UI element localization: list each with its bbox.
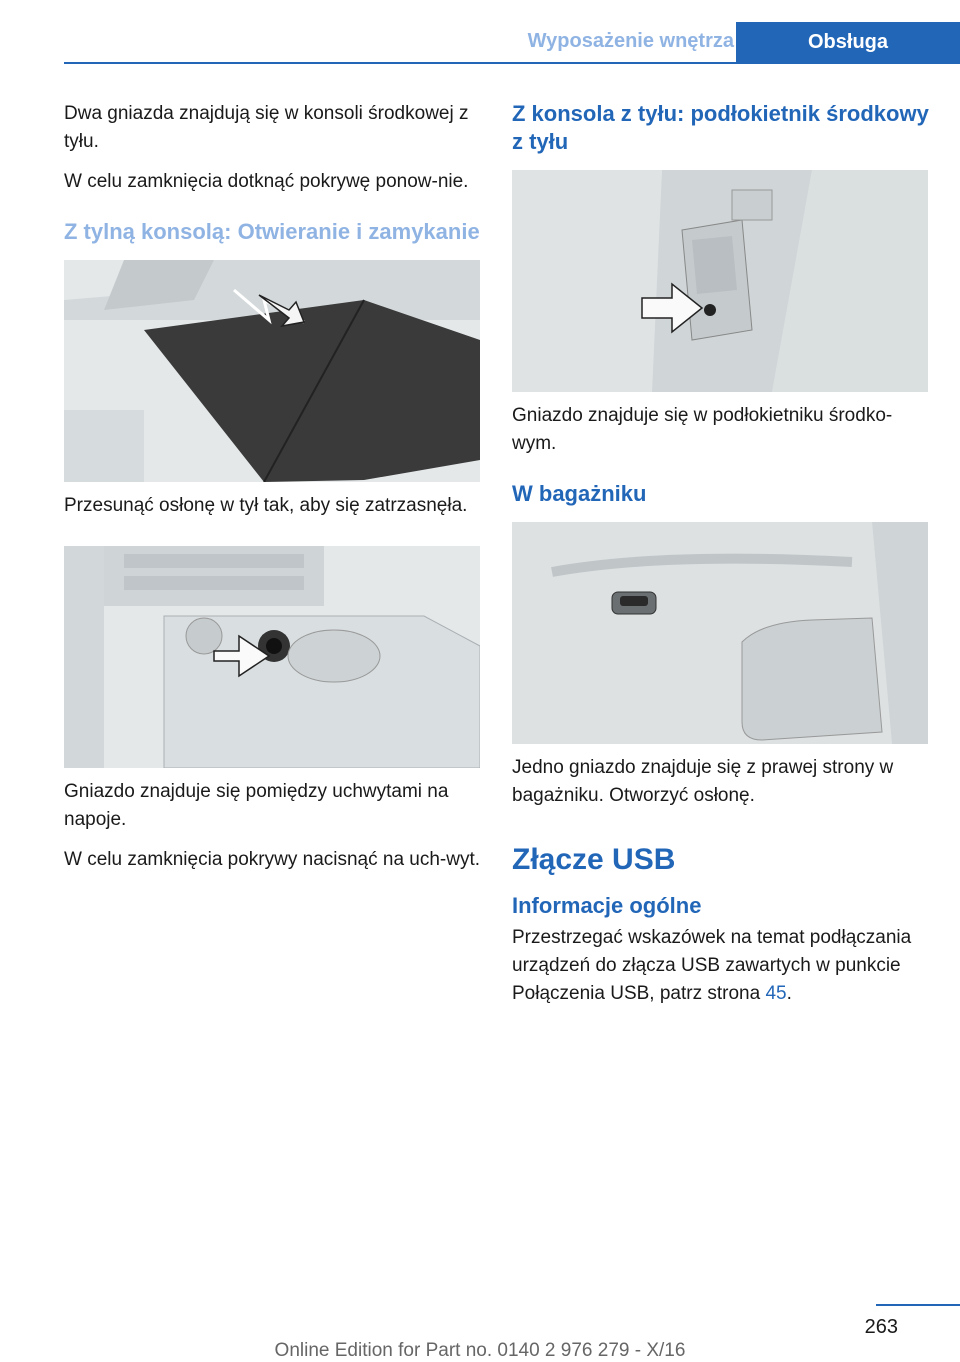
header-chapter-tab: Obsługa: [736, 22, 960, 62]
page-number: 263: [864, 1316, 898, 1338]
caption: Jedno gniazdo znajduje się z prawej strony w bagażniku. Otworzyć osłonę.: [512, 757, 894, 806]
right-column: [512, 100, 932, 1020]
header-section-title: Wyposażenie wnętrza: [527, 30, 734, 52]
paragraph-text: Przestrzegać wskazówek na temat podłączania urządzeń do złącza USB zawartych w punkcie Połączenia USB, patrz strona: [512, 927, 912, 1004]
paragraph-end: .: [786, 983, 792, 1004]
footer-edition-text: Online Edition for Part no. 0140 2 976 279 - X/16: [274, 1340, 686, 1361]
header-rule: [64, 62, 960, 64]
caption: Przesunąć osłonę w tył tak, aby się zatrzasnęła.: [64, 495, 468, 516]
caption: Gniazdo znajduje się pomiędzy uchwytami na napoje.: [64, 781, 449, 830]
illustration-trunk-socket: [512, 522, 928, 744]
paragraph: W celu zamknięcia dotknąć pokrywę ponow‐nie.: [64, 171, 469, 192]
console-socket-drawing: [64, 546, 480, 768]
left-column: [64, 100, 484, 886]
trunk-socket-drawing: [512, 522, 928, 744]
subsection-heading: Informacje ogólne: [512, 893, 702, 918]
illustration-rear-console-socket: [64, 546, 480, 768]
caption: Gniazdo znajduje się w podłokietniku środko‐wym.: [512, 405, 893, 454]
paragraph: [512, 924, 932, 1008]
paragraph: W celu zamknięcia pokrywy nacisnąć na uch‐wyt.: [64, 849, 481, 870]
console-cover-drawing: [64, 260, 480, 482]
section-heading: Z konsola z tyłu: podłokietnik środkowy z tyłu: [512, 101, 929, 154]
page-reference-link[interactable]: 45: [765, 983, 787, 1004]
illustration-rear-console-cover: [64, 260, 480, 482]
paragraph: Dwa gniazda znajdują się w konsoli środkowej z tyłu.: [64, 103, 469, 152]
illustration-armrest-socket: [512, 170, 928, 392]
chapter-heading-usb: Złącze USB: [512, 843, 676, 876]
armrest-socket-drawing: [512, 170, 928, 392]
section-heading: Z tylną konsolą: Otwieranie i zamykanie: [64, 219, 480, 244]
section-heading: W bagażniku: [512, 481, 647, 506]
footer-rule: [876, 1304, 960, 1306]
